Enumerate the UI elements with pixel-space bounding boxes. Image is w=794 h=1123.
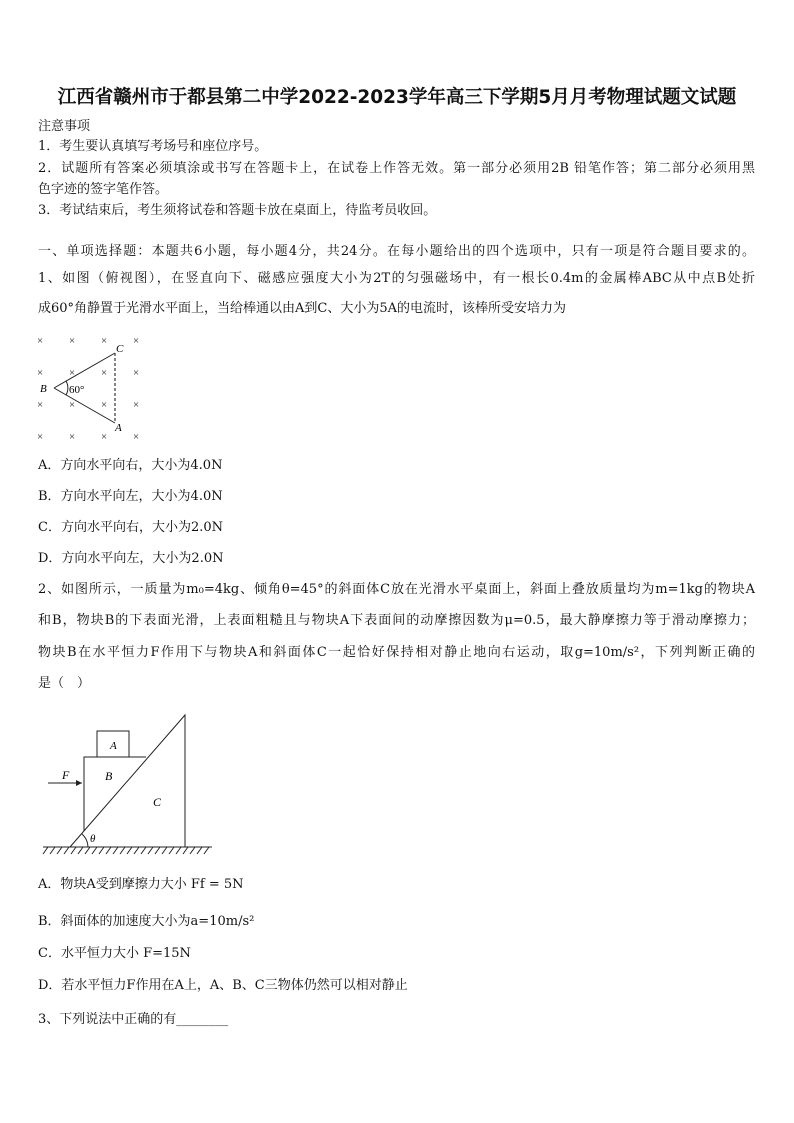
- document-title: 江西省赣州市于都县第二中学2022-2023学年高三下学期5月月考物理试题文试题: [57, 87, 737, 108]
- q2-option-b[interactable]: B．斜面体的加速度大小为a=10m/s²: [38, 914, 255, 929]
- field-cross-mark: ×: [132, 367, 140, 379]
- ground-hatch: [204, 847, 209, 854]
- ground-hatch: [141, 847, 146, 854]
- notice-item: 色字迹的签字笔作答。: [38, 182, 169, 197]
- field-cross-mark: ×: [36, 367, 44, 379]
- ground-hatch: [50, 847, 55, 854]
- q2-option-d[interactable]: D．若水平恒力F作用在A上，A、B、C三物体仍然可以相对静止: [38, 978, 408, 993]
- ground-hatch: [57, 847, 62, 854]
- ground-hatch: [120, 847, 125, 854]
- q1-magnetic-field-figure: [30, 330, 160, 445]
- ground-hatch: [113, 847, 118, 854]
- ground-hatch: [183, 847, 188, 854]
- notice-heading: 注意事项: [38, 119, 91, 134]
- label-b: B: [105, 769, 113, 783]
- ground-hatch: [148, 847, 153, 854]
- q2-incline-figure: [40, 710, 220, 860]
- q2-option-a[interactable]: A．物块A受到摩擦力大小 Ff = 5N: [38, 877, 244, 892]
- field-cross-mark: ×: [100, 399, 108, 411]
- ground-hatch: [197, 847, 202, 854]
- q2-text: 和B，物块B的下表面光滑，上表面粗糙且与物块A下表面间的动摩擦因数为μ=0.5，最大静摩擦力等于滑动摩擦力；: [38, 613, 755, 628]
- q1-option-a[interactable]: A．方向水平向右，大小为4.0N: [38, 458, 223, 473]
- angle-label: 60°: [69, 384, 85, 396]
- label-c: C: [116, 343, 124, 355]
- ground-hatch: [134, 847, 139, 854]
- q1-option-d[interactable]: D．方向水平向左，大小为2.0N: [38, 551, 224, 566]
- ground-hatch: [71, 847, 76, 854]
- q1-option-b[interactable]: B．方向水平向左，大小为4.0N: [38, 489, 223, 504]
- section-heading: 一、单项选择题：本题共6小题，每小题4分，共24分。在每小题给出的四个选项中，只有一项是符合题目要求的。: [38, 244, 755, 259]
- field-cross-mark: ×: [36, 399, 44, 411]
- ground-hatch: [127, 847, 132, 854]
- ground-hatch: [190, 847, 195, 854]
- field-cross-mark: ×: [68, 335, 76, 347]
- field-cross-mark: ×: [132, 335, 140, 347]
- q2-text: 是（ ）: [38, 676, 91, 691]
- ground-hatch: [106, 847, 111, 854]
- field-cross-mark: ×: [68, 431, 76, 443]
- field-cross-mark: ×: [36, 335, 44, 347]
- field-cross-mark: ×: [100, 367, 108, 379]
- q2-option-c[interactable]: C．水平恒力大小 F=15N: [38, 946, 191, 961]
- q1-option-c[interactable]: C．方向水平向右，大小为2.0N: [38, 520, 223, 535]
- field-cross-mark: ×: [36, 431, 44, 443]
- ground-hatch: [92, 847, 97, 854]
- label-b: B: [40, 383, 47, 395]
- ground-hatch: [78, 847, 83, 854]
- field-cross-mark: ×: [68, 367, 76, 379]
- q1-text: 成60°角静置于光滑水平面上，当给棒通以由A到C、大小为5A的电流时，该棒所受安培力为: [38, 301, 567, 316]
- field-cross-mark: ×: [132, 399, 140, 411]
- ground-hatch: [169, 847, 174, 854]
- ground-hatch: [162, 847, 167, 854]
- field-cross-mark: ×: [100, 431, 108, 443]
- ground-hatch: [85, 847, 90, 854]
- q2-text: 物块B在水平恒力F作用下与物块A和斜面体C一起恰好保持相对静止地向右运动，取g=10m/s²，下列判断正确的: [38, 645, 755, 660]
- label-a: A: [115, 422, 122, 434]
- q3-text: 3、下列说法中正确的有________: [38, 1012, 229, 1027]
- ground-hatch: [155, 847, 160, 854]
- q1-text: 1、如图（俯视图），在竖直向下、磁感应强度大小为2T的匀强磁场中，有一根长0.4m的金属棒ABC从中点B处折: [38, 271, 755, 286]
- label-f: F: [62, 768, 70, 782]
- ground-hatch: [99, 847, 104, 854]
- label-theta: θ: [90, 833, 96, 845]
- ground-hatch: [43, 847, 48, 854]
- field-cross-mark: ×: [68, 399, 76, 411]
- notice-item: 1．考生要认真填写考场号和座位序号。: [38, 139, 268, 154]
- field-cross-mark: ×: [132, 431, 140, 443]
- ground-hatch: [64, 847, 69, 854]
- notice-item: 3．考试结束后，考生须将试卷和答题卡放在桌面上，待监考员收回。: [38, 203, 437, 218]
- ground-hatch: [176, 847, 181, 854]
- field-cross-mark: ×: [100, 335, 108, 347]
- q2-text: 2、如图所示，一质量为m₀=4kg、倾角θ=45°的斜面体C放在光滑水平桌面上，斜面上叠放质量均为m=1kg的物块A: [38, 582, 755, 597]
- label-a: A: [110, 740, 117, 752]
- notice-item: 2．试题所有答案必须填涂或书写在答题卡上，在试卷上作答无效。第一部分必须用2B 铅笔作答；第二部分必须用黑: [38, 161, 755, 176]
- label-c: C: [153, 795, 162, 809]
